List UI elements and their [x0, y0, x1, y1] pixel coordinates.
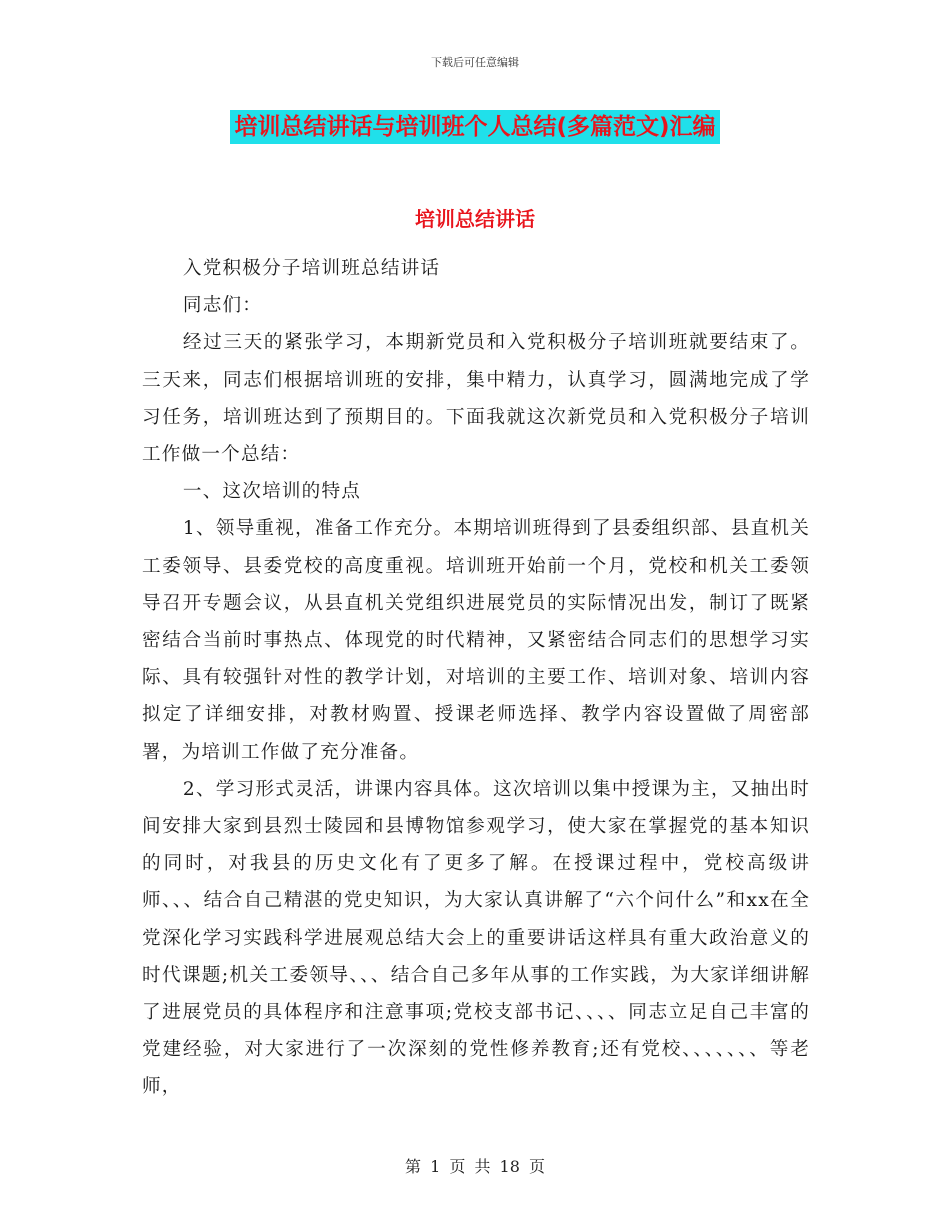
paragraph-salutation: 同志们： — [182, 295, 263, 317]
section-title: 培训总结讲话 — [415, 207, 535, 231]
paragraph-subtitle: 入党积极分子培训班总结讲话 — [182, 258, 441, 279]
paragraph-heading-1: 一、这次培训的特点 — [182, 481, 362, 503]
main-title-wrap — [0, 110, 950, 144]
document-title: 培训总结讲话与培训班个人总结(多篇范文)汇编 — [230, 110, 719, 144]
document-body — [142, 250, 810, 1106]
page-footer: 第 1 页 共 18 页 — [405, 1157, 545, 1176]
paragraph-intro: 经过三天的紧张学习，本期新党员和入党积极分子培训班就要结束了。三天来，同志们根据培训班的安排，集中精力，认真学习，圆满地完成了学习任务，培训班达到了预期目的。下面我就这次新党员和入党积极分子培训工作做一个总结： — [142, 332, 810, 466]
paragraph-point-1: 1、领导重视，准备工作充分。本期培训班得到了县委组织部、县直机关工委领导、县委党校的高度重视。培训班开始前一个月，党校和机关工委领导召开专题会议，从县直机关党组织进展党员的实际情况出发，制订了既紧密结合当前时事热点、体现党的时代精神，又紧密结合同志们的思想学习实际、具有较强针对性的教学计划，对培训的主要工作、培训对象、培训内容拟定了详细安排，对教材购置、授课老师选择、教学内容设置做了周密部署，为培训工作做了充分准备。 — [142, 518, 810, 763]
paragraph-point-2: 2、学习形式灵活，讲课内容具体。这次培训以集中授课为主，又抽出时间安排大家到县烈士陵园和县博物馆参观学习，使大家在掌握党的基本知识的同时，对我县的历史文化有了更多了解。在授课过程中，党校高级讲师、、、结合自己精湛的党史知识，为大家认真讲解了“六个问什么”和xx在全党深化学习实践科学进展观总结大会上的重要讲话这样具有重大政治意义的时代课题;机关工委领导、、、结合自己多年从事的工作实践，为大家详细讲解了进展党员的具体程序和注意事项;党校支部书记、、、、同志立足自己丰富的党建经验，对大家进行了一次深刻的党性修养教育;还有党校、、、、、、、等老师， — [142, 778, 810, 1098]
header-note: 下载后可任意编辑 — [431, 56, 519, 69]
